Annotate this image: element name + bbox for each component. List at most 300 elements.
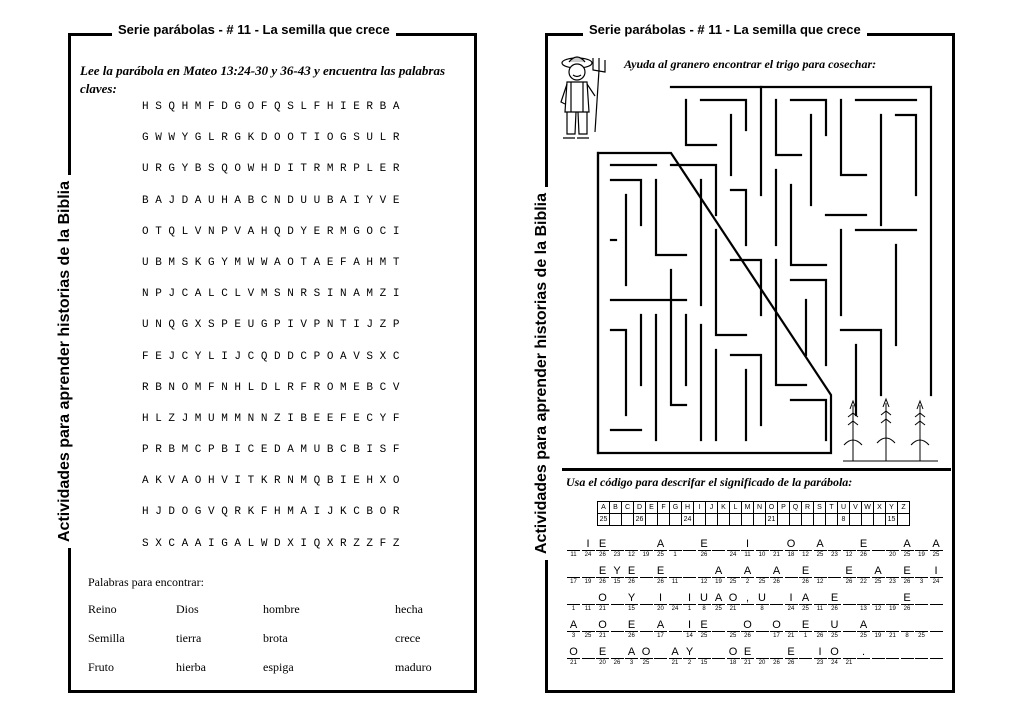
right-page-header: Serie parábolas - # 11 - La semilla que crece xyxy=(583,22,867,37)
code-cell-letter: O xyxy=(741,619,754,632)
code-letter: G xyxy=(670,502,682,514)
code-letter: P xyxy=(778,502,790,514)
code-cell-letter xyxy=(915,538,928,551)
code-cell xyxy=(698,538,711,559)
code-cell-number: 12 xyxy=(816,579,824,585)
code-cell xyxy=(828,538,841,559)
code-number xyxy=(778,514,790,526)
code-cell-letter: E xyxy=(785,646,798,659)
wordsearch-row: O T Q L V N P V A H Q D Y E R M G O C I xyxy=(142,225,400,238)
code-cell-number: 19 xyxy=(584,579,592,585)
code-cell-number: 22 xyxy=(860,579,867,585)
code-cell-number: 3 xyxy=(629,660,634,666)
code-line xyxy=(567,592,947,614)
code-cell-letter: E xyxy=(857,538,870,551)
code-cell-number: 2 xyxy=(687,660,692,666)
code-cell-number: 2 xyxy=(745,579,750,585)
code-cell xyxy=(683,619,696,640)
wordsearch-row: S X C A A I G A L W D X I Q X R Z Z F Z xyxy=(142,537,400,550)
code-cell xyxy=(640,619,653,632)
code-cell-letter: I xyxy=(930,565,943,578)
code-cell xyxy=(799,646,812,659)
code-cell-letter xyxy=(930,619,943,632)
code-cell xyxy=(712,619,725,632)
code-cell-letter: A xyxy=(669,646,682,659)
code-cell-number: 25 xyxy=(700,633,708,639)
code-cell-letter: I xyxy=(683,619,696,632)
code-cell-letter xyxy=(886,538,899,551)
maze-wall xyxy=(776,100,801,155)
code-cell-number: 26 xyxy=(845,579,853,585)
code-letter: N xyxy=(754,502,766,514)
code-cell-letter xyxy=(727,619,740,632)
code-cell-letter: A xyxy=(857,619,870,632)
code-cell-letter xyxy=(843,538,856,551)
code-cell xyxy=(698,592,711,613)
code-cell-number: 23 xyxy=(831,552,838,558)
code-cell-number: 25 xyxy=(802,606,809,612)
code-cell-letter xyxy=(756,619,769,632)
code-cell-number: 19 xyxy=(715,579,722,585)
code-cell-number: 26 xyxy=(816,633,824,639)
code-cell-number: 17 xyxy=(657,633,664,639)
code-cell xyxy=(625,646,638,667)
code-cell-number: 11 xyxy=(816,606,824,612)
code-cell xyxy=(654,646,667,659)
code-cell xyxy=(843,619,856,632)
code-cell xyxy=(596,619,609,640)
code-cell xyxy=(770,619,783,640)
code-cell xyxy=(683,538,696,551)
maze-wall xyxy=(716,230,746,335)
wordsearch-row: H S Q H M F D G O F Q S L F H I E R B A xyxy=(142,101,400,113)
code-cell xyxy=(625,538,638,559)
code-cell xyxy=(625,592,638,613)
code-cell-letter: A xyxy=(930,538,943,551)
code-cell xyxy=(567,619,580,640)
code-cell-letter xyxy=(640,565,653,578)
code-cell-letter xyxy=(901,646,914,659)
code-cell-number: 25 xyxy=(657,552,664,558)
code-cell-letter xyxy=(785,619,798,632)
code-cell xyxy=(770,538,783,559)
code-cell-letter xyxy=(828,538,841,551)
code-cell-letter: Y xyxy=(683,646,696,659)
code-letter: Q xyxy=(790,502,802,514)
code-cell xyxy=(915,619,928,640)
code-cell xyxy=(843,592,856,605)
code-number xyxy=(790,514,802,526)
code-cell-letter: , xyxy=(741,592,754,605)
code-cell-number: 26 xyxy=(700,552,708,558)
code-cell-letter: E xyxy=(654,565,667,578)
code-cell-number: 23 xyxy=(613,552,621,558)
code-cell-number: 20 xyxy=(599,660,606,666)
code-cell xyxy=(756,592,769,613)
code-cell xyxy=(857,565,870,586)
code-letter: Y xyxy=(886,502,898,514)
code-cell-number: 23 xyxy=(816,660,824,666)
code-cell-letter xyxy=(828,565,841,578)
code-cell-letter: E xyxy=(843,565,856,578)
code-cell xyxy=(901,565,914,586)
code-cell xyxy=(741,619,754,640)
code-number xyxy=(826,514,838,526)
code-cell xyxy=(611,646,624,667)
code-cell xyxy=(857,646,870,659)
wordsearch-row: U B M S K G Y M W W A O T A E F A H M T xyxy=(142,256,400,269)
code-cell-letter: A xyxy=(741,565,754,578)
code-cell-letter xyxy=(799,538,812,551)
code-cell-letter: A xyxy=(799,592,812,605)
code-cell-number: 12 xyxy=(874,606,882,612)
code-number xyxy=(862,514,874,526)
code-cell xyxy=(785,646,798,667)
code-cell-letter: E xyxy=(828,592,841,605)
code-cell-number: 15 xyxy=(613,579,621,585)
code-cell xyxy=(843,538,856,559)
code-cell xyxy=(611,592,624,605)
code-cell-number: 25 xyxy=(584,633,592,639)
code-cell-letter: Y xyxy=(611,565,624,578)
code-number xyxy=(694,514,706,526)
code-letter: V xyxy=(850,502,862,514)
code-number xyxy=(670,514,682,526)
code-number xyxy=(874,514,886,526)
code-cell-number: 11 xyxy=(744,552,751,558)
code-cell xyxy=(886,619,899,640)
code-cell-letter xyxy=(930,646,943,659)
wheat-illustration xyxy=(838,395,943,463)
word-to-find: espiga xyxy=(263,660,294,674)
code-cell-letter: O xyxy=(727,592,740,605)
code-cell xyxy=(785,592,798,613)
code-cell-letter: E xyxy=(799,565,812,578)
maze-wall xyxy=(791,100,826,135)
code-cell-letter xyxy=(770,592,783,605)
code-cell-number: 12 xyxy=(700,579,708,585)
word-to-find: Fruto xyxy=(88,660,115,674)
code-cell xyxy=(756,619,769,632)
code-cell-letter xyxy=(611,619,624,632)
code-cell-letter xyxy=(582,565,595,578)
code-cell-letter: I xyxy=(741,538,754,551)
code-line xyxy=(567,619,947,641)
code-cell xyxy=(857,538,870,559)
code-cell xyxy=(886,646,899,659)
code-number xyxy=(706,514,718,526)
code-cell xyxy=(669,646,682,667)
wordsearch-row: R B N O M F N H L D L R F R O M E B C V xyxy=(142,381,400,394)
code-cell xyxy=(814,565,827,586)
code-cell xyxy=(828,592,841,613)
code-cell-letter xyxy=(640,592,653,605)
code-cell-letter xyxy=(669,619,682,632)
code-cell-number: 25 xyxy=(758,579,766,585)
word-to-find: hecha xyxy=(395,602,423,616)
code-cell-number: 21 xyxy=(570,660,577,666)
wordsearch-row: G W W Y G L R G K D O O T I O G S U L R xyxy=(142,132,400,145)
code-number xyxy=(622,514,634,526)
maze-wall xyxy=(791,185,826,265)
code-cell-letter xyxy=(567,565,580,578)
code-cell xyxy=(770,592,783,605)
code-cell xyxy=(915,565,928,586)
word-to-find: crece xyxy=(395,631,421,645)
code-cell-number: 17 xyxy=(570,579,577,585)
wordsearch-grid xyxy=(142,100,399,568)
code-cell-number: 8 xyxy=(760,606,764,612)
code-cell xyxy=(640,565,653,578)
wordsearch-row: U N Q G X S P E U G P I V P N T I J Z P xyxy=(142,319,400,332)
code-cell xyxy=(582,538,595,559)
code-cell-letter xyxy=(611,592,624,605)
word-to-find: Dios xyxy=(176,602,199,616)
code-cell-number: 24 xyxy=(671,606,679,612)
code-cell-number: 19 xyxy=(642,552,650,558)
code-instruction: Usa el código para descrifar el significado de la parábola: xyxy=(566,475,853,489)
code-cell-letter xyxy=(669,538,682,551)
code-cell xyxy=(872,565,885,586)
code-line xyxy=(567,565,947,587)
code-cell-number: 26 xyxy=(657,579,664,585)
code-cell xyxy=(567,646,580,667)
code-letter: H xyxy=(682,502,694,514)
code-letter: S xyxy=(814,502,826,514)
code-cell-number: 26 xyxy=(903,579,911,585)
code-cell-letter xyxy=(843,646,856,659)
code-number: 8 xyxy=(838,514,850,526)
code-cell-letter xyxy=(654,646,667,659)
code-letter: I xyxy=(694,502,706,514)
code-cell-number: 21 xyxy=(599,606,606,612)
code-cell-number: 12 xyxy=(802,552,809,558)
code-cell-number: 25 xyxy=(831,633,838,639)
code-cell xyxy=(756,565,769,586)
code-cell-letter: E xyxy=(698,619,711,632)
maze-wall xyxy=(611,330,626,415)
code-cell-letter xyxy=(930,592,943,605)
code-cell xyxy=(582,592,595,613)
code-number: 26 xyxy=(634,514,646,526)
code-cell-letter xyxy=(727,538,740,551)
code-cell xyxy=(930,619,943,632)
code-number: 24 xyxy=(682,514,694,526)
code-cell xyxy=(582,646,595,659)
wordsearch-row: N P J C A L C L V M S N R S I N A M Z I xyxy=(142,288,400,301)
code-cell-number: 26 xyxy=(628,579,635,585)
code-cell-letter xyxy=(770,538,783,551)
code-cell-number: 1 xyxy=(673,552,677,558)
code-cell xyxy=(683,646,696,667)
code-cell-number: 26 xyxy=(599,579,606,585)
code-cell xyxy=(901,538,914,559)
code-cell-number: 12 xyxy=(628,552,635,558)
code-cell-number: 15 xyxy=(700,660,708,666)
code-cell-letter xyxy=(698,565,711,578)
code-cell-letter: I xyxy=(683,592,696,605)
code-cell-letter: E xyxy=(741,646,754,659)
code-cell-number: 26 xyxy=(903,606,911,612)
code-cell-letter xyxy=(669,565,682,578)
code-cell-letter: A xyxy=(770,565,783,578)
code-cell-number: 21 xyxy=(787,633,795,639)
wordsearch-row: H J D O G V Q R K F H M A I J K C B O R xyxy=(142,506,400,519)
code-letter: L xyxy=(730,502,742,514)
code-cell xyxy=(901,646,914,659)
word-to-find: hombre xyxy=(263,602,300,616)
code-cell-number: 1 xyxy=(803,633,808,639)
code-cell-letter: U xyxy=(756,592,769,605)
code-cell xyxy=(625,619,638,640)
wordsearch-row: B A J D A U H A B C N D U U B A I Y V E xyxy=(142,194,400,207)
code-cell xyxy=(683,565,696,578)
code-cell-number: 25 xyxy=(715,606,722,612)
wordsearch-row: P R B M C P B I C E D A M U B C B I S F xyxy=(142,444,400,457)
code-cell xyxy=(785,565,798,578)
code-cell xyxy=(567,565,580,586)
code-cell-letter xyxy=(698,646,711,659)
maze-wall xyxy=(896,115,916,195)
code-number xyxy=(814,514,826,526)
code-cell-letter xyxy=(886,592,899,605)
code-cell-letter: . xyxy=(857,646,870,659)
code-cell-letter xyxy=(567,592,580,605)
code-cell-letter xyxy=(886,619,899,632)
code-cell-letter xyxy=(915,565,928,578)
code-cell xyxy=(814,538,827,559)
code-cell-number: 20 xyxy=(758,660,766,666)
code-cell-number: 10 xyxy=(758,552,766,558)
code-cell xyxy=(741,646,754,667)
code-cell xyxy=(930,592,943,605)
code-cell-letter: O xyxy=(828,646,841,659)
code-cell-letter xyxy=(814,619,827,632)
code-cell xyxy=(611,538,624,559)
code-cell-number: 12 xyxy=(845,552,853,558)
code-cell-letter: O xyxy=(785,538,798,551)
wordsearch-row: U R G Y B S Q O W H D I T R M R P L E R xyxy=(142,163,400,176)
code-cell-number: 15 xyxy=(628,606,635,612)
code-cell xyxy=(712,646,725,659)
code-cell xyxy=(843,565,856,586)
code-cell xyxy=(669,538,682,559)
code-cell xyxy=(640,646,653,667)
code-cell xyxy=(828,565,841,578)
code-cell-letter xyxy=(683,538,696,551)
code-cell-number: 25 xyxy=(642,660,650,666)
code-cell xyxy=(654,538,667,559)
code-cell xyxy=(640,538,653,559)
code-cell-number: 23 xyxy=(889,579,896,585)
wordsearch-row: A K V A O H V I T K R N M Q B I E H X O xyxy=(142,475,400,488)
code-cell-letter: O xyxy=(770,619,783,632)
code-cell xyxy=(799,538,812,559)
code-letter: D xyxy=(634,502,646,514)
maze-wall xyxy=(791,400,826,440)
code-cell-number: 24 xyxy=(584,552,592,558)
code-cell xyxy=(611,565,624,586)
code-line xyxy=(567,538,947,560)
code-number xyxy=(718,514,730,526)
code-cell-letter xyxy=(814,592,827,605)
maze-wall xyxy=(776,260,806,385)
code-cell-letter: E xyxy=(625,565,638,578)
code-cell-letter xyxy=(915,646,928,659)
word-to-find: Reino xyxy=(88,602,117,616)
code-cell-number: 19 xyxy=(889,606,896,612)
wordsearch-instruction: Lee la parábola en Mateo 13:24-30 y 36-43 y encuentra las palabras claves: xyxy=(80,63,446,96)
code-cell-number: 20 xyxy=(889,552,896,558)
code-cell-number: 3 xyxy=(919,579,924,585)
code-cell-number: 24 xyxy=(932,579,940,585)
code-cell xyxy=(915,538,928,559)
code-cell-letter xyxy=(872,592,885,605)
code-number: 21 xyxy=(766,514,778,526)
code-cell xyxy=(930,565,943,586)
code-cell-letter xyxy=(785,565,798,578)
code-cell-letter xyxy=(857,592,870,605)
code-cell xyxy=(567,538,580,559)
code-cell-letter: E xyxy=(901,592,914,605)
word-to-find: tierra xyxy=(176,631,202,645)
code-cell xyxy=(582,619,595,640)
code-cell-letter xyxy=(756,646,769,659)
code-cell xyxy=(915,592,928,605)
code-cell xyxy=(727,646,740,667)
code-letter: A xyxy=(598,502,610,514)
code-cell-letter: A xyxy=(625,646,638,659)
code-cell-letter: O xyxy=(640,646,653,659)
code-cell-letter xyxy=(640,538,653,551)
code-cell xyxy=(799,565,812,586)
code-cell-number: 21 xyxy=(889,633,896,639)
code-cell-letter xyxy=(770,646,783,659)
code-cell-letter xyxy=(683,565,696,578)
code-cell-number: 1 xyxy=(687,606,692,612)
code-cell-number: 19 xyxy=(874,633,882,639)
code-cell xyxy=(857,592,870,613)
code-cell-number: 26 xyxy=(773,579,780,585)
code-cell xyxy=(886,592,899,613)
code-cell-letter: O xyxy=(596,592,609,605)
code-cell-letter xyxy=(756,565,769,578)
code-cell-number: 20 xyxy=(657,606,664,612)
code-cell-letter: A xyxy=(654,538,667,551)
code-letter: Z xyxy=(898,502,910,514)
code-cell xyxy=(727,619,740,640)
code-cell-number: 24 xyxy=(729,552,737,558)
word-to-find: brota xyxy=(263,631,288,645)
code-line xyxy=(567,646,947,668)
code-letter: F xyxy=(658,502,670,514)
code-cell xyxy=(915,646,928,659)
code-cell xyxy=(596,592,609,613)
code-cell xyxy=(596,538,609,559)
words-list-title: Palabras para encontrar: xyxy=(88,575,204,589)
code-number xyxy=(646,514,658,526)
code-cell-number: 26 xyxy=(787,660,795,666)
code-cell-letter xyxy=(640,619,653,632)
code-cell-number: 24 xyxy=(787,606,795,612)
code-cell-number: 26 xyxy=(628,633,635,639)
code-cell xyxy=(654,592,667,613)
code-cell xyxy=(683,592,696,613)
code-letter: U xyxy=(838,502,850,514)
code-cell-number: 18 xyxy=(729,660,737,666)
code-cell xyxy=(930,538,943,559)
code-letter: R xyxy=(802,502,814,514)
